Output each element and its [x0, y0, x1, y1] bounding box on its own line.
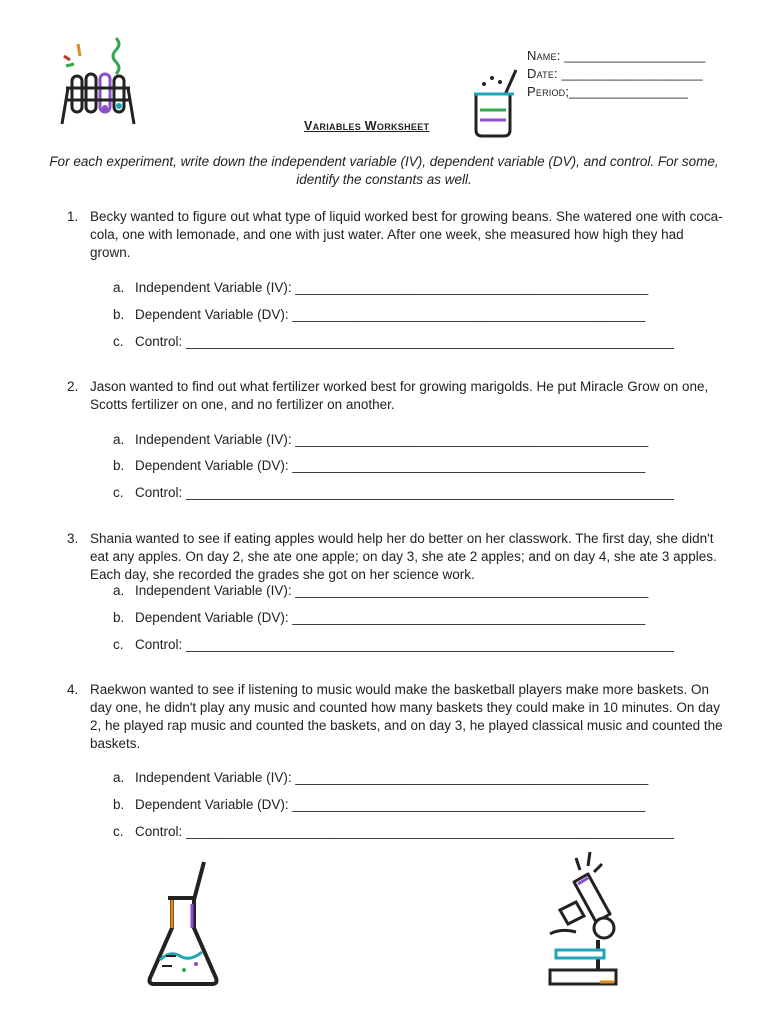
answer-dv[interactable]: Dependent Variable (DV): _______________________________________________	[135, 458, 646, 473]
answer-letter: b.	[113, 797, 125, 812]
answer-letter: c.	[113, 334, 124, 349]
flask-icon	[146, 860, 226, 988]
answer-letter: c.	[113, 637, 124, 652]
answer-control[interactable]: Control: _________________________________________________________________	[135, 485, 675, 500]
period-field[interactable]: Period;________________	[527, 84, 689, 99]
answer-dv[interactable]: Dependent Variable (DV): _______________________________________________	[135, 797, 646, 812]
question-text: Becky wanted to figure out what type of liquid worked best for growing beans. She watered one with coca-cola, one with lemonade, and one with just water. After one week, she measured how high they had grown.	[90, 209, 723, 260]
answer-letter: a.	[113, 770, 125, 785]
question-number: 1.	[67, 209, 79, 224]
answer-control[interactable]: Control: _________________________________________________________________	[135, 334, 675, 349]
answer-iv[interactable]: Independent Variable (IV): _______________________________________________	[135, 280, 649, 295]
answer-control[interactable]: Control: _________________________________________________________________	[135, 824, 675, 839]
page-title: Variables Worksheet	[304, 119, 430, 133]
question-text: Raekwon wanted to see if listening to music would make the basketball players make more baskets. On day one, he didn't play any music and counted how many baskets they could make in 10 minutes. On day 2, he played rap music and counted the baskets, and on day 3, he played classical music and counted the baskets.	[90, 682, 723, 751]
answer-letter: a.	[113, 583, 125, 598]
instructions: For each experiment, write down the independent variable (IV), dependent variable (DV), and control. For some, identify the constants as well.	[49, 154, 719, 187]
question-text: Shania wanted to see if eating apples would help her do better on her classwork. The first day, she didn't eat any apples. On day 2, she ate one apple; on day 3, she ate 2 apples; and on day 4, she ate 3 apples. Each day, she recorded the grades she got on her science work.	[90, 531, 717, 582]
test-tubes-icon	[56, 36, 140, 128]
question-text: Jason wanted to find out what fertilizer worked best for growing marigolds. He put Miracle Grow on one, Scotts fertilizer on one, and no fertilizer on another.	[90, 379, 709, 412]
answer-letter: c.	[113, 824, 124, 839]
question-number: 2.	[67, 379, 79, 394]
name-field[interactable]: Name: ___________________	[527, 48, 706, 63]
answer-dv[interactable]: Dependent Variable (DV): _______________________________________________	[135, 307, 646, 322]
answer-control[interactable]: Control: _________________________________________________________________	[135, 637, 675, 652]
question-number: 3.	[67, 531, 79, 546]
date-field[interactable]: Date: ___________________	[527, 66, 703, 81]
answer-letter: b.	[113, 307, 125, 322]
question-number: 4.	[67, 682, 79, 697]
answer-letter: a.	[113, 432, 125, 447]
answer-letter: b.	[113, 458, 125, 473]
answer-iv[interactable]: Independent Variable (IV): _______________________________________________	[135, 583, 649, 598]
answer-dv[interactable]: Dependent Variable (DV): _______________________________________________	[135, 610, 646, 625]
beaker-icon	[470, 68, 522, 140]
microscope-icon	[540, 850, 624, 990]
answer-letter: a.	[113, 280, 125, 295]
answer-iv[interactable]: Independent Variable (IV): _______________________________________________	[135, 770, 649, 785]
answer-letter: c.	[113, 485, 124, 500]
answer-iv[interactable]: Independent Variable (IV): _______________________________________________	[135, 432, 649, 447]
answer-letter: b.	[113, 610, 125, 625]
